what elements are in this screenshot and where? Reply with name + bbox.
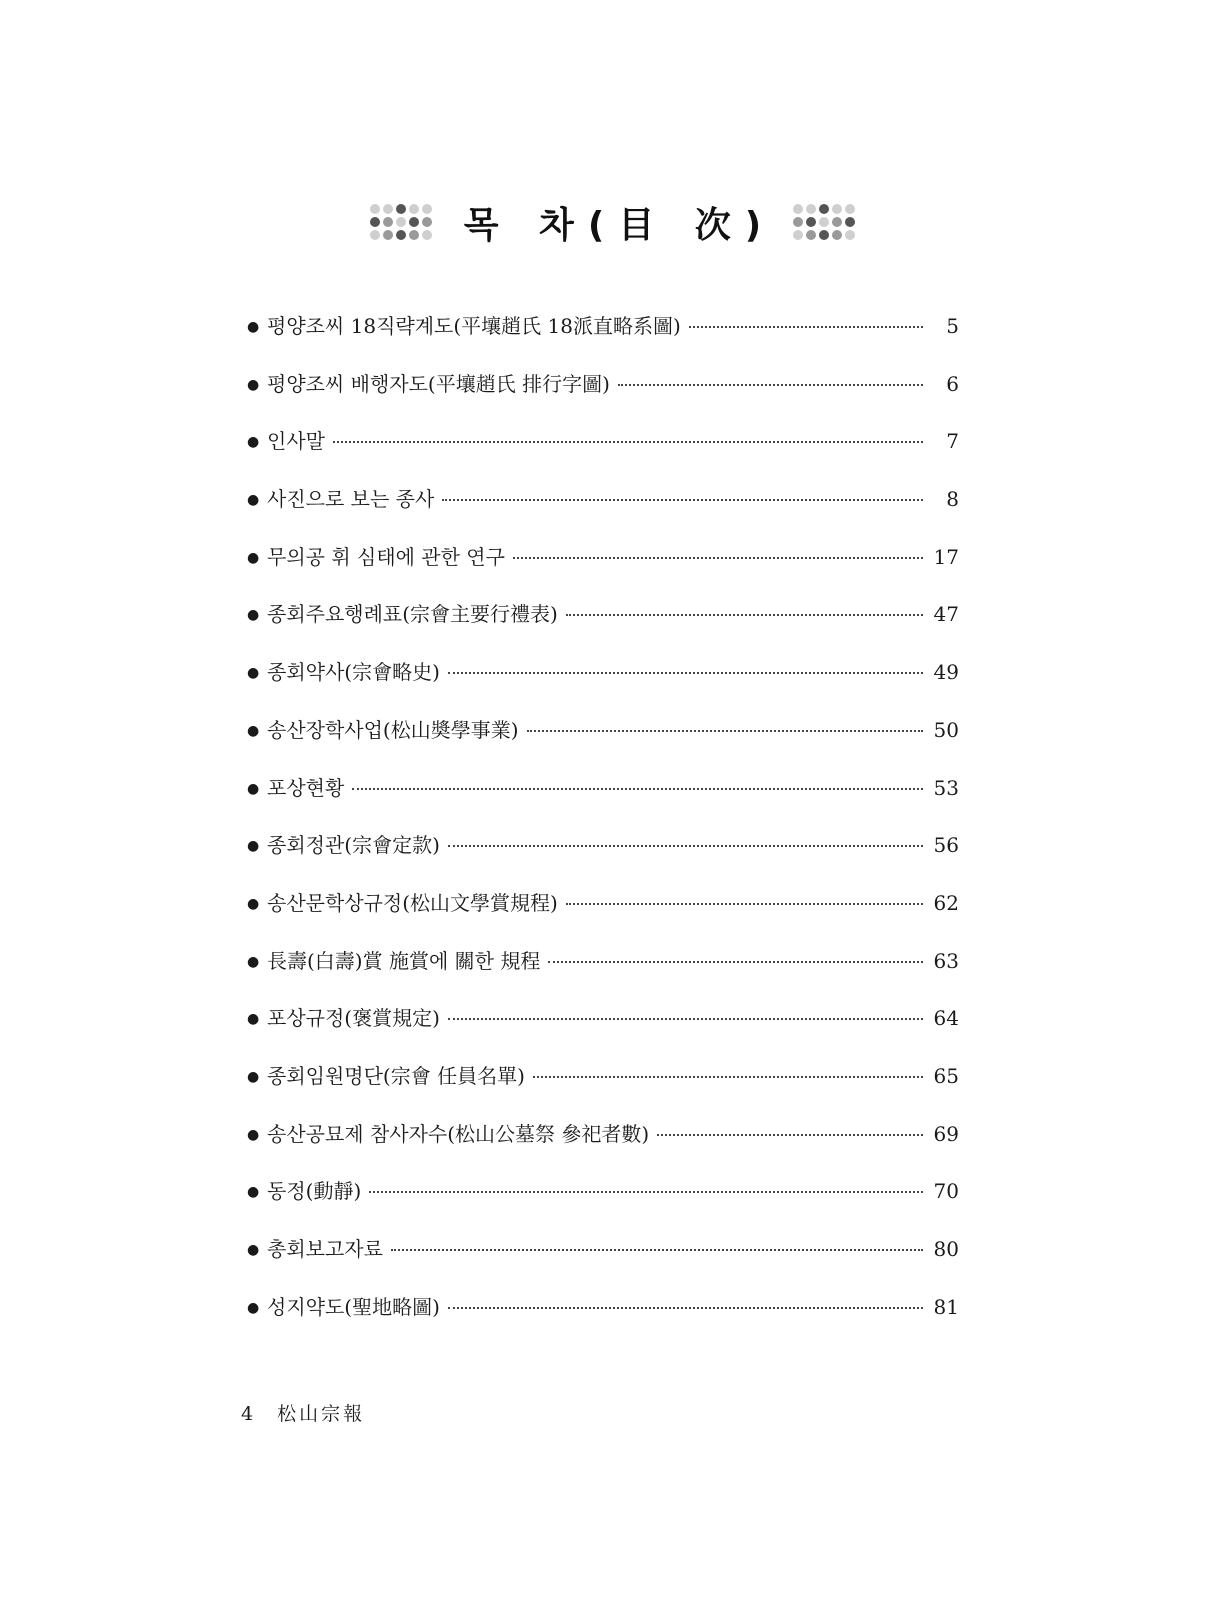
toc-item-label: 長壽(白壽)賞 施賞에 關한 規程 (267, 948, 541, 973)
bullet-icon: ● (247, 838, 260, 855)
footer-page-number: 4 (241, 1403, 257, 1425)
page-footer (241, 1399, 365, 1426)
decorative-dot (396, 230, 406, 240)
table-of-contents (247, 310, 959, 1348)
toc-item-label: 성지약도(聖地略圖) (267, 1294, 440, 1319)
decorative-dot (422, 230, 432, 240)
toc-item[interactable] (247, 1002, 959, 1060)
toc-item-page-number: 49 (933, 660, 959, 685)
toc-item-label: 무의공 휘 심태에 관한 연구 (267, 544, 505, 569)
toc-item-page-number: 7 (946, 429, 959, 454)
toc-item-page-number: 47 (933, 602, 959, 627)
dot-leader (333, 441, 923, 443)
decorative-dot (383, 204, 393, 214)
bullet-icon: ● (247, 492, 260, 509)
bullet-icon: ● (247, 434, 260, 451)
decorative-dot (832, 217, 842, 227)
toc-item-label: 포상현황 (267, 775, 345, 800)
bullet-icon: ● (247, 780, 260, 797)
decorative-dot (793, 230, 803, 240)
page-title: 목 차(目 次) (463, 204, 776, 246)
dot-leader (527, 730, 923, 732)
toc-item[interactable] (247, 368, 959, 426)
toc-item-page-number: 64 (933, 1006, 959, 1031)
toc-item-label: 평양조씨 배행자도(平壤趙氏 排行字圖) (267, 371, 610, 396)
toc-item[interactable] (247, 425, 959, 483)
toc-item-page-number: 63 (933, 948, 959, 973)
toc-item[interactable] (247, 656, 959, 714)
toc-item-page-number: 8 (946, 487, 959, 512)
toc-item-label: 송산장학사업(松山奬學事業) (267, 717, 519, 742)
decorative-dot (793, 204, 803, 214)
dot-leader (513, 557, 923, 559)
toc-item-page-number: 81 (933, 1294, 959, 1319)
decorative-dot (409, 217, 419, 227)
decorative-dot (422, 217, 432, 227)
toc-item-label: 종회정관(宗會定款) (267, 833, 440, 858)
decorative-dot (845, 204, 855, 214)
toc-item-label: 포상규정(褒賞規定) (267, 1006, 440, 1031)
dot-leader (566, 903, 923, 905)
decorative-dot (383, 217, 393, 227)
bullet-icon: ● (247, 1068, 260, 1085)
toc-item[interactable] (247, 714, 959, 772)
toc-item-label: 동정(動靜) (267, 1179, 362, 1204)
toc-item-page-number: 62 (933, 890, 959, 915)
toc-item-label: 인사말 (267, 429, 325, 454)
toc-item[interactable] (247, 483, 959, 541)
toc-item-label: 송산공묘제 참사자수(松山公墓祭 參祀者數) (267, 1121, 650, 1146)
toc-item[interactable] (247, 1291, 959, 1349)
toc-item[interactable] (247, 1060, 959, 1118)
toc-item-label: 평양조씨 18직략계도(平壤趙氏 18派直略系圖) (267, 314, 681, 338)
decorative-dot (832, 230, 842, 240)
toc-item-label: 송산문학상규정(松山文學賞規程) (267, 890, 558, 915)
dot-leader (618, 384, 923, 386)
bullet-icon: ● (247, 1299, 260, 1316)
bullet-icon: ● (247, 722, 260, 739)
toc-item-label: 총회보고자료 (267, 1237, 383, 1261)
toc-item-page-number: 50 (933, 717, 959, 742)
decorative-dot (396, 217, 406, 227)
bullet-icon: ● (247, 549, 260, 566)
decorative-dots-left (370, 204, 432, 240)
decorative-dot (793, 217, 803, 227)
bullet-icon: ● (247, 1011, 260, 1028)
decorative-dot (806, 204, 816, 214)
bullet-icon: ● (247, 319, 260, 335)
decorative-dot (370, 204, 380, 214)
toc-item-page-number: 70 (933, 1179, 959, 1204)
bullet-icon: ● (247, 1184, 260, 1201)
decorative-dot (806, 217, 816, 227)
toc-item[interactable] (247, 310, 959, 368)
dot-leader (448, 845, 923, 847)
dot-leader (548, 961, 923, 963)
decorative-dot (396, 204, 406, 214)
dot-leader (689, 326, 923, 328)
toc-item[interactable] (247, 829, 959, 887)
dot-leader (369, 1191, 923, 1193)
decorative-dot (806, 230, 816, 240)
toc-item-label: 종회임원명단(宗會 任員名單) (267, 1063, 525, 1088)
decorative-dot (409, 230, 419, 240)
decorative-dot (383, 230, 393, 240)
toc-item[interactable] (247, 1175, 959, 1233)
toc-item[interactable] (247, 887, 959, 945)
bullet-icon: ● (247, 607, 260, 624)
toc-item-page-number: 5 (946, 314, 959, 338)
bullet-icon: ● (247, 895, 260, 912)
dot-leader (448, 1307, 923, 1309)
decorative-dot (845, 217, 855, 227)
bullet-icon: ● (247, 1242, 260, 1258)
title-row (0, 192, 1225, 252)
bullet-icon: ● (247, 665, 260, 682)
toc-item-page-number: 17 (933, 544, 959, 569)
dot-leader (533, 1076, 923, 1078)
toc-item[interactable] (247, 945, 959, 1003)
toc-item-page-number: 53 (933, 775, 959, 800)
dot-leader (352, 788, 923, 790)
bullet-icon: ● (247, 1126, 260, 1143)
toc-item-label: 종회주요행례표(宗會主要行禮表) (267, 602, 558, 627)
toc-item-page-number: 69 (933, 1121, 959, 1146)
decorative-dots-right (793, 204, 855, 240)
toc-item-label: 종회약사(宗會略史) (267, 660, 440, 685)
dot-leader (391, 1249, 923, 1251)
decorative-dot (409, 204, 419, 214)
decorative-dot (819, 204, 829, 214)
decorative-dot (370, 217, 380, 227)
dot-leader (442, 499, 923, 501)
toc-item-label: 사진으로 보는 종사 (267, 487, 435, 512)
toc-item[interactable] (247, 1233, 959, 1291)
toc-item-page-number: 56 (933, 833, 959, 858)
toc-item[interactable] (247, 541, 959, 599)
dot-leader (448, 1018, 923, 1020)
decorative-dot (422, 204, 432, 214)
footer-publication-title: 松山宗報 (277, 1403, 366, 1425)
toc-item[interactable] (247, 772, 959, 830)
bullet-icon: ● (247, 953, 260, 970)
decorative-dot (370, 230, 380, 240)
dot-leader (566, 614, 923, 616)
dot-leader (657, 1134, 923, 1136)
decorative-dot (819, 230, 829, 240)
bullet-icon: ● (247, 376, 260, 393)
decorative-dot (819, 217, 829, 227)
decorative-dot (832, 204, 842, 214)
toc-item[interactable] (247, 1118, 959, 1176)
toc-item[interactable] (247, 598, 959, 656)
decorative-dot (845, 230, 855, 240)
toc-item-page-number: 65 (933, 1063, 959, 1088)
dot-leader (448, 672, 923, 674)
toc-item-page-number: 6 (946, 371, 959, 396)
toc-item-page-number: 80 (933, 1237, 959, 1261)
